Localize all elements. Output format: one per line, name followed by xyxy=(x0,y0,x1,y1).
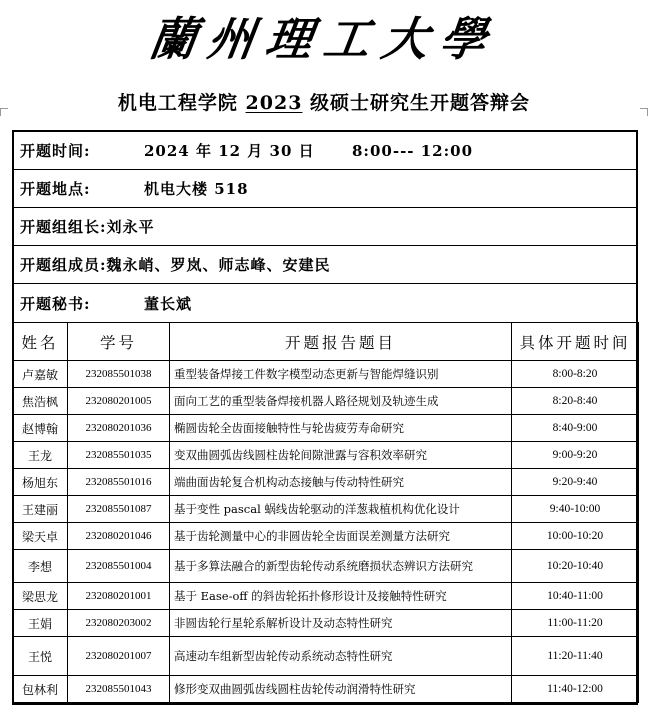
report-topic: 基于 Ease-off 的斜齿轮拓扑修形设计及接触特性研究 xyxy=(170,583,512,610)
table-row xyxy=(13,676,639,703)
leader-value: 刘永平 xyxy=(106,218,155,236)
student-id: 232085501035 xyxy=(68,442,170,469)
student-id: 232085501043 xyxy=(68,676,170,703)
table-row xyxy=(13,583,639,610)
slot-time: 11:20-11:40 xyxy=(512,637,639,676)
place-label: 开题地点: xyxy=(20,180,91,198)
info-row-leader xyxy=(12,208,638,246)
report-topic: 面向工艺的重型装备焊接机器人路径规划及轨迹生成 xyxy=(170,388,512,415)
members-label: 开题组成员: xyxy=(20,256,107,274)
place-value: 机电大楼 518 xyxy=(144,180,249,198)
slot-time: 10:20-10:40 xyxy=(512,550,639,583)
student-name: 王龙 xyxy=(13,442,68,469)
hours-value: 8:00--- 12:00 xyxy=(352,141,474,160)
student-name: 杨旭东 xyxy=(13,469,68,496)
table-row xyxy=(13,637,639,676)
student-id: 232080201007 xyxy=(68,637,170,676)
student-name: 卢嘉敏 xyxy=(13,361,68,388)
report-topic: 高速动车组新型齿轮传动系统动态特性研究 xyxy=(170,637,512,676)
table-row xyxy=(13,442,639,469)
report-topic: 修形变双曲圆弧齿线圆柱齿轮传动润滑特性研究 xyxy=(170,676,512,703)
student-name: 王娟 xyxy=(13,610,68,637)
info-row-place xyxy=(12,170,638,208)
slot-time: 8:00-8:20 xyxy=(512,361,639,388)
report-topic: 基于齿轮测量中心的非圆齿轮全齿面误差测量方法研究 xyxy=(170,523,512,550)
student-id: 232085501004 xyxy=(68,550,170,583)
slot-time: 11:40-12:00 xyxy=(512,676,639,703)
student-id: 232085501087 xyxy=(68,496,170,523)
title-prefix: 机电工程学院 xyxy=(117,92,246,114)
slot-time: 8:20-8:40 xyxy=(512,388,639,415)
student-name: 焦浩枫 xyxy=(13,388,68,415)
table-row xyxy=(13,469,639,496)
logo-calligraphy: 蘭州理工大學 xyxy=(146,12,502,66)
student-id: 232080201001 xyxy=(68,583,170,610)
report-topic: 椭圆齿轮全齿面接触特性与轮齿疲劳寿命研究 xyxy=(170,415,512,442)
secretary-label: 开题秘书: xyxy=(20,294,91,313)
schedule-body xyxy=(13,361,639,703)
table-row xyxy=(13,388,639,415)
info-row-secretary xyxy=(12,284,638,322)
table-row xyxy=(13,523,639,550)
report-topic: 基于变性 pascal 蜗线齿轮驱动的洋葱栽植机构优化设计 xyxy=(170,496,512,523)
report-topic: 重型装备焊接工件数字模型动态更新与智能焊缝识别 xyxy=(170,361,512,388)
table-row xyxy=(13,496,639,523)
title-suffix: 级硕士研究生开题答辩会 xyxy=(302,92,531,114)
report-topic: 非圆齿轮行星轮系解析设计及动态特性研究 xyxy=(170,610,512,637)
table-row xyxy=(13,550,639,583)
student-name: 王悦 xyxy=(13,637,68,676)
slot-time: 8:40-9:00 xyxy=(512,415,639,442)
report-topic: 变双曲圆弧齿线圆柱齿轮间隙泄露与容积效率研究 xyxy=(170,442,512,469)
student-id: 232085501016 xyxy=(68,469,170,496)
student-id: 232080201036 xyxy=(68,415,170,442)
title-year: 2023 xyxy=(245,92,303,114)
schedule-header-row xyxy=(13,323,639,361)
header-time: 具体开题时间 xyxy=(512,323,639,361)
slot-time: 10:00-10:20 xyxy=(512,523,639,550)
schedule-table xyxy=(12,322,639,703)
slot-time: 9:40-10:00 xyxy=(512,496,639,523)
table-row xyxy=(13,361,639,388)
student-id: 232080201046 xyxy=(68,523,170,550)
info-row-members xyxy=(12,246,638,284)
student-name: 梁思龙 xyxy=(13,583,68,610)
secretary-value: 董长斌 xyxy=(144,294,193,313)
date-value: 2024 年 12 月 30 日 xyxy=(144,142,315,160)
student-id: 232085501038 xyxy=(68,361,170,388)
student-name: 梁天卓 xyxy=(13,523,68,550)
table-row xyxy=(13,610,639,637)
report-topic: 基于多算法融合的新型齿轮传动系统磨损状态辨识方法研究 xyxy=(170,550,512,583)
page-title xyxy=(0,88,648,115)
student-id: 232080201005 xyxy=(68,388,170,415)
members-value: 魏永峭、罗岚、师志峰、安建民 xyxy=(106,256,331,274)
header-name: 姓名 xyxy=(13,323,68,361)
info-row-time xyxy=(12,132,638,170)
report-topic: 端曲面齿轮复合机构动态接触与传动特性研究 xyxy=(170,469,512,496)
student-name: 李想 xyxy=(13,550,68,583)
slot-time: 11:00-11:20 xyxy=(512,610,639,637)
university-logo xyxy=(0,6,648,72)
time-label: 开题时间: xyxy=(20,142,91,160)
student-id: 232080203002 xyxy=(68,610,170,637)
student-name: 王建丽 xyxy=(13,496,68,523)
slot-time: 10:40-11:00 xyxy=(512,583,639,610)
leader-label: 开题组组长: xyxy=(20,218,107,236)
slot-time: 9:20-9:40 xyxy=(512,469,639,496)
student-name: 包林利 xyxy=(13,676,68,703)
table-row xyxy=(13,415,639,442)
corner-mark-right xyxy=(640,108,648,116)
header-student-id: 学号 xyxy=(68,323,170,361)
slot-time: 9:00-9:20 xyxy=(512,442,639,469)
corner-mark-left xyxy=(0,108,8,116)
student-name: 赵博翰 xyxy=(13,415,68,442)
header-topic: 开题报告题目 xyxy=(170,323,512,361)
